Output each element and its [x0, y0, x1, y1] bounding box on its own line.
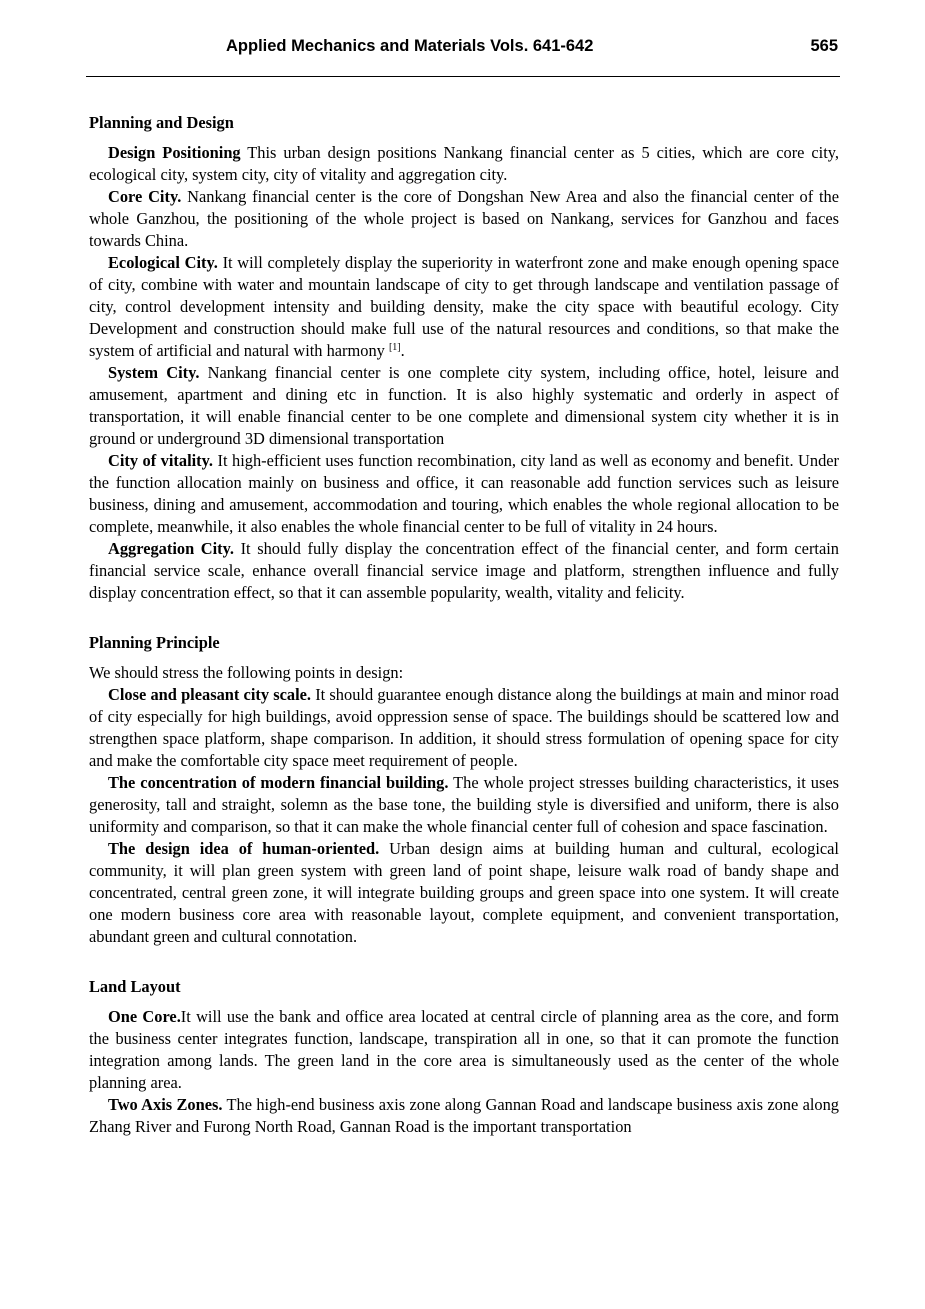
run-in-heading: System City.	[108, 363, 200, 382]
run-in-heading: The concentration of modern financial building.	[108, 773, 449, 792]
paragraph-text: Nankang financial center is one complete city system, including office, hotel, leisure and amusement, apartment and dining etc in function. It is also highly systematic and orderly in aspect of transportation, it will enable financial center to be one complete and dimensional system city whether it is in ground or underground 3D dimensional transportation	[89, 363, 839, 448]
paragraph-text: It high-efficient uses function recombination, city land as well as economy and benefit. Under the function allocation mainly on business and office, it can reasonable add function services such as leisure business, dining and amusement, accommodation and touring, which enables the whole regional allocation to be complete, meanwhile, it also enables the whole financial center to be full of vitality in 24 hours.	[89, 451, 840, 536]
paragraph-text: Nankang financial center is the core of Dongshan New Area and also the financial center of the whole Ganzhou, the positioning of the whole project is based on Nankang, services for Ganzhou and faces towards China.	[89, 187, 839, 250]
run-in-heading: Two Axis Zones.	[108, 1095, 223, 1114]
paragraph	[89, 538, 839, 604]
page-number: 565	[810, 37, 838, 55]
section-intro: We should stress the following points in design:	[89, 663, 404, 682]
paragraph	[89, 252, 839, 362]
paragraph	[89, 684, 839, 772]
paragraph	[89, 838, 839, 948]
run-in-heading: The design idea of human-oriented.	[108, 839, 380, 858]
paragraph-text: The high-end business axis zone along Gannan Road and landscape business axis zone along Zhang River and Furong North Road, Gannan Road is the important transportation	[89, 1095, 839, 1136]
paragraph-text: It should guarantee enough distance along the buildings at main and minor road of city especially for high buildings, avoid oppression sense of space. The buildings should be scattered low and strengthen space platform, shape comparison. In addition, it should stress formulation of opening space for city and make the comfortable city space meet requirement of people.	[89, 685, 839, 770]
paragraph-text: It will completely display the superiority in waterfront zone and make enough opening space of city, combine with water and mountain landscape of city to get through landscape and ventilation passage of city, control development intensity and building density, make the city space with beautiful ecology. City Development and construction should make full use of the natural resources and conditions, so that make the system of artificial and natural with harmony	[89, 253, 839, 360]
run-in-heading: Design Positioning	[108, 143, 241, 162]
run-in-heading: Core City.	[108, 187, 182, 206]
paragraph	[89, 186, 839, 252]
paragraph	[89, 1094, 839, 1138]
section-heading: Planning and Design	[89, 113, 234, 132]
run-in-heading: Aggregation City.	[108, 539, 235, 558]
paragraph-text: Urban design aims at building human and cultural, ecological community, it will plan green system with green land of point shape, leisure walk road of bandy shape and concentrated, central green zone, it will integrate building groups and green space into one system. It will create one modern business core area with reasonable layout, complete equipment, and convenient transportation, abundant green and cultural connotation.	[89, 839, 839, 946]
paragraph	[89, 772, 839, 838]
paragraph	[89, 450, 839, 538]
section-heading: Planning Principle	[89, 633, 220, 652]
paragraph-text: It will use the bank and office area located at central circle of planning area as the core, and form the business center integrates function, landscape, transpiration all in one, so that it can promote the function integration among lands. The green land in the core area is simultaneously used as the center of the whole planning area.	[89, 1007, 839, 1092]
running-header	[86, 32, 840, 77]
run-in-heading: Ecological City.	[108, 253, 218, 272]
run-in-heading: One Core.	[108, 1007, 181, 1026]
run-in-heading: City of vitality.	[108, 451, 214, 470]
paragraph	[89, 1006, 839, 1094]
citation: [1]	[388, 342, 401, 353]
body-text	[89, 112, 839, 1138]
paragraph-text: The whole project stresses building characteristics, it uses generosity, tall and straight, solemn as the base tone, the building style is diversified and uniform, there is also uniformity and comparison, so that it can make the whole financial center full of cohesion and space fascination.	[89, 773, 839, 836]
run-in-heading: Close and pleasant city scale.	[108, 685, 312, 704]
journal-title: Applied Mechanics and Materials Vols. 641-642	[226, 37, 594, 55]
section-heading: Land Layout	[89, 977, 181, 996]
paragraph	[89, 142, 839, 186]
paragraph-text: It should fully display the concentration effect of the financial center, and form certain financial service scale, enhance overall financial service image and platform, strengthen influence and fully display concentration effect, so that it can assemble popularity, wealth, vitality and felicity.	[89, 539, 839, 602]
paragraph	[89, 362, 839, 450]
paragraph-tail: .	[400, 341, 405, 360]
paragraph-text: This urban design positions Nankang financial center as 5 cities, which are core city, ecological city, system city, city of vitality and aggregation city.	[89, 143, 839, 184]
